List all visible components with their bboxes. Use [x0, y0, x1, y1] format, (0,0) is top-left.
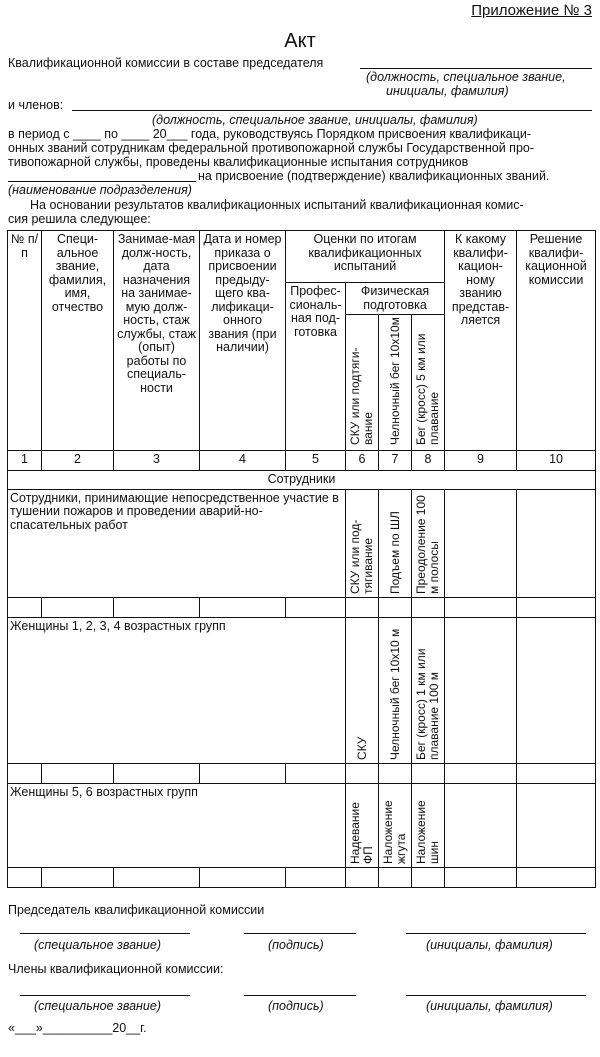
header-rank-name: Специ-альное звание, фамилия, имя, отчество [42, 231, 114, 451]
header-sku: СКУ или подтяги-вание [348, 347, 375, 445]
entry-cell[interactable] [346, 763, 379, 783]
members-label: и членов: [8, 98, 64, 112]
entry-cell[interactable] [379, 867, 412, 887]
group2-cross: Бег (кросс) 1 км или плавание 100 м [414, 648, 441, 760]
entry-cell[interactable] [114, 763, 200, 783]
chairman-sign-hint: (подпись) [268, 938, 324, 952]
entry-cell[interactable] [517, 867, 596, 887]
entry-cell[interactable] [42, 597, 114, 617]
group3-gear: Надевание ФП [348, 801, 375, 864]
header-cross-run: Бег (кросс) 5 км или плавание [414, 333, 441, 445]
group2-sku: СКУ [354, 736, 369, 760]
entry-cell[interactable] [379, 763, 412, 783]
entry-cell[interactable] [445, 867, 517, 887]
header-decision: Решение квалифи-кационной комиссии [517, 231, 596, 451]
group3-cell-9 [445, 783, 517, 867]
group-women-5-6-label: Женщины 5, 6 возрастных групп [8, 783, 346, 867]
member-sign-hint: (подпись) [268, 999, 324, 1013]
chairman-name-line[interactable] [406, 933, 586, 934]
document-title: Акт [284, 30, 316, 52]
header-number: № п/п [8, 231, 42, 451]
group1-cell-7 [379, 489, 412, 597]
group3-cell-6 [346, 783, 379, 867]
group3-splint: Наложение шин [414, 799, 441, 864]
entry-cell[interactable] [200, 763, 286, 783]
hint-chairman-b: инициалы, фамилия) [386, 84, 509, 98]
member-rank-hint: (специальное звание) [34, 999, 161, 1013]
member-sign-line[interactable] [244, 995, 356, 996]
intro-paragraph-3: тивопожарной службы, проведены квалификационные испытания сотрудников [8, 155, 469, 169]
entry-cell[interactable] [412, 597, 445, 617]
group3-tourniquet: Наложение жгута [381, 799, 408, 864]
entry-cell[interactable] [412, 867, 445, 887]
date-line[interactable]: «___»__________20__г. [8, 1021, 147, 1035]
entry-cell[interactable] [517, 597, 596, 617]
chairman-signature-label: Председатель квалификационной комиссии [8, 903, 265, 917]
entry-cell[interactable] [286, 867, 346, 887]
header-professional: Профес-сиональ-ная под-готовка [286, 283, 346, 451]
header-cell-8 [412, 315, 445, 451]
entry-cell[interactable] [8, 597, 42, 617]
header-target-rank: К какому квалифи-кацион-ному званию представ-ляется [445, 231, 517, 451]
intro-paragraph-1: в период с ____ по ____ 20___ года, руководствуясь Порядком присвоения квалификаци- [8, 127, 532, 141]
entry-cell[interactable] [8, 867, 42, 887]
column-number: 8 [412, 451, 445, 471]
hint-unit: (наименование подразделения) [8, 183, 192, 197]
unit-line[interactable] [8, 181, 196, 182]
entry-cell[interactable] [42, 867, 114, 887]
entry-cell[interactable] [286, 597, 346, 617]
header-assessment-group: Оценки по итогам квалификационных испытаний [286, 231, 445, 283]
group1-sku: СКУ или под-тягивание [348, 519, 375, 594]
group3-cell-10 [517, 783, 596, 867]
hint-chairman-a: (должность, специальное звание, [366, 70, 566, 84]
column-number: 1 [8, 451, 42, 471]
members-signature-label: Члены квалификационной комиссии: [8, 962, 224, 976]
column-number: 2 [42, 451, 114, 471]
column-number: 10 [517, 451, 596, 471]
chairman-sign-line[interactable] [244, 933, 356, 934]
group1-obstacle: Преодоление 100 м полосы [414, 494, 441, 594]
entry-cell[interactable] [42, 763, 114, 783]
results-table [7, 230, 596, 888]
group3-cell-8 [412, 783, 445, 867]
entry-cell[interactable] [445, 597, 517, 617]
column-number: 5 [286, 451, 346, 471]
group1-cell-10 [517, 489, 596, 597]
group1-cell-8 [412, 489, 445, 597]
entry-cell[interactable] [286, 763, 346, 783]
member-name-hint: (инициалы, фамилия) [426, 999, 553, 1013]
chairman-line[interactable] [360, 68, 592, 69]
intro-paragraph-4: на присвоение (подтверждение) квалификационных званий. [198, 169, 550, 183]
chairman-rank-hint: (специальное звание) [34, 938, 161, 952]
header-cell-6 [346, 315, 379, 451]
column-number: 7 [379, 451, 412, 471]
intro-paragraph-2: онных званий сотрудникам федеральной противопожарной службы Государственной про- [8, 141, 535, 155]
header-order: Дата и номер приказа о присвоении предыду-щего ква-лификаци-онного звания (при наличии) [200, 231, 286, 451]
group1-cell-6 [346, 489, 379, 597]
entry-cell[interactable] [114, 867, 200, 887]
column-number: 4 [200, 451, 286, 471]
header-physical: Физическая подготовка [346, 283, 445, 315]
intro-paragraph-5: На основании результатов квалификационных испытаний квалификационная комис- [30, 198, 524, 212]
column-number: 3 [114, 451, 200, 471]
member-rank-line[interactable] [20, 995, 190, 996]
column-number: 9 [445, 451, 517, 471]
column-number: 6 [346, 451, 379, 471]
group-women-1-4-label: Женщины 1, 2, 3, 4 возрастных групп [8, 617, 346, 763]
header-shuttle-run: Челночный бег 10х10м [387, 317, 402, 445]
chairman-rank-line[interactable] [20, 933, 190, 934]
header-position: Занимае-мая долж-ность, дата назначения на занимае-мую долж-ность, стаж службы, стаж (опыт) работы по специаль-ности [114, 231, 200, 451]
group1-ladder: Подъем по ШЛ [387, 510, 402, 594]
group1-cell-9 [445, 489, 517, 597]
appendix-label: Приложение № 3 [471, 2, 592, 19]
group2-cell-6 [346, 617, 379, 763]
group2-cell-9 [445, 617, 517, 763]
hint-members: (должность, специальное звание, инициалы, фамилия) [152, 113, 478, 127]
group2-cell-8 [412, 617, 445, 763]
group2-cell-10 [517, 617, 596, 763]
group2-cell-7 [379, 617, 412, 763]
header-cell-7 [379, 315, 412, 451]
section-employees: Сотрудники [8, 471, 596, 490]
group2-shuttle: Челночный бег 10х10 м [387, 628, 402, 760]
chairman-name-hint: (инициалы, фамилия) [426, 938, 553, 952]
entry-cell[interactable] [412, 763, 445, 783]
members-line[interactable] [72, 110, 592, 111]
entry-cell[interactable] [200, 867, 286, 887]
intro-paragraph-6: сия решила следующее: [8, 212, 151, 226]
entry-cell[interactable] [445, 763, 517, 783]
entry-cell[interactable] [346, 867, 379, 887]
entry-cell[interactable] [200, 597, 286, 617]
group-firefighters-label: Сотрудники, принимающие непосредственное участие в тушении пожаров и проведении аварий-но-спасательных работ [8, 489, 346, 597]
member-name-line[interactable] [406, 995, 586, 996]
entry-cell[interactable] [517, 763, 596, 783]
entry-cell[interactable] [8, 763, 42, 783]
entry-cell[interactable] [379, 597, 412, 617]
entry-cell[interactable] [114, 597, 200, 617]
group3-cell-7 [379, 783, 412, 867]
entry-cell[interactable] [346, 597, 379, 617]
intro-line-1: Квалификационной комиссии в составе председателя [8, 56, 324, 70]
